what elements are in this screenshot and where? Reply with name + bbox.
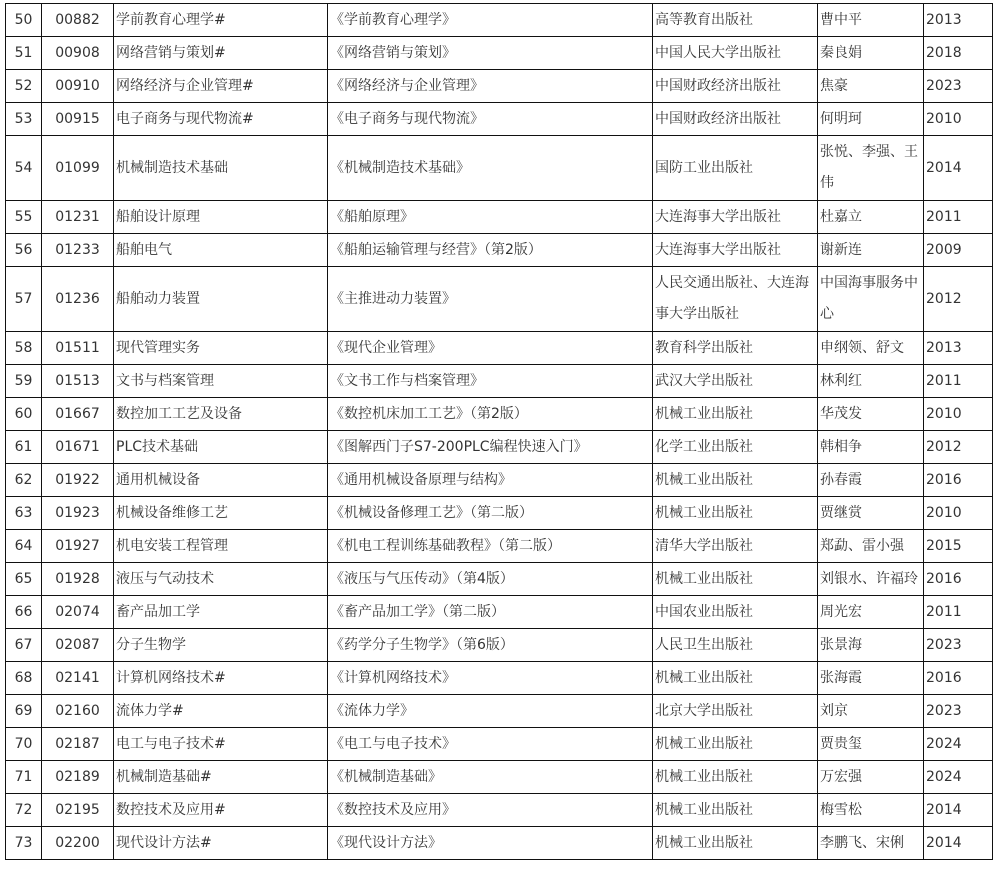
year-cell: 2014 (924, 794, 993, 827)
course-name-cell: 机械设备维修工艺 (114, 497, 328, 530)
publisher-cell: 化学工业出版社 (653, 431, 818, 464)
course-code-cell: 02141 (42, 662, 114, 695)
course-name-cell: 计算机网络技术# (114, 662, 328, 695)
table-row (6, 398, 993, 431)
year-cell: 2011 (924, 201, 993, 234)
course-name-cell: 液压与气动技术 (114, 563, 328, 596)
textbook-title-cell: 《电子商务与现代物流》 (328, 103, 653, 136)
publisher-cell: 人民交通出版社、大连海事大学出版社 (653, 267, 818, 332)
course-code-cell: 02187 (42, 728, 114, 761)
table-row (6, 201, 993, 234)
row-number-cell: 70 (6, 728, 42, 761)
author-cell: 郑勐、雷小强 (818, 530, 924, 563)
author-cell: 杜嘉立 (818, 201, 924, 234)
publisher-cell: 武汉大学出版社 (653, 365, 818, 398)
course-code-cell: 01511 (42, 332, 114, 365)
textbook-title-cell: 《计算机网络技术》 (328, 662, 653, 695)
year-cell: 2015 (924, 530, 993, 563)
author-cell: 焦豪 (818, 70, 924, 103)
course-code-cell: 01927 (42, 530, 114, 563)
author-cell: 林利红 (818, 365, 924, 398)
year-cell: 2014 (924, 827, 993, 860)
course-name-cell: 通用机械设备 (114, 464, 328, 497)
publisher-cell: 机械工业出版社 (653, 563, 818, 596)
course-code-cell: 01099 (42, 136, 114, 201)
year-cell: 2009 (924, 234, 993, 267)
author-cell: 贾继赏 (818, 497, 924, 530)
table-row (6, 728, 993, 761)
row-number-cell: 73 (6, 827, 42, 860)
author-cell: 刘京 (818, 695, 924, 728)
course-code-cell: 01236 (42, 267, 114, 332)
row-number-cell: 62 (6, 464, 42, 497)
course-name-cell: 机电安装工程管理 (114, 530, 328, 563)
publisher-cell: 中国人民大学出版社 (653, 37, 818, 70)
publisher-cell: 国防工业出版社 (653, 136, 818, 201)
table-row (6, 695, 993, 728)
course-name-cell: 船舶设计原理 (114, 201, 328, 234)
row-number-cell: 60 (6, 398, 42, 431)
course-code-cell: 01233 (42, 234, 114, 267)
textbook-title-cell: 《船舶运输管理与经营》（第2版） (328, 234, 653, 267)
year-cell: 2011 (924, 596, 993, 629)
course-name-cell: 船舶电气 (114, 234, 328, 267)
row-number-cell: 61 (6, 431, 42, 464)
course-name-cell: 学前教育心理学# (114, 4, 328, 37)
course-code-cell: 02189 (42, 761, 114, 794)
publisher-cell: 中国财政经济出版社 (653, 103, 818, 136)
table-row (6, 136, 993, 201)
textbook-title-cell: 《文书工作与档案管理》 (328, 365, 653, 398)
author-cell: 梅雪松 (818, 794, 924, 827)
year-cell: 2013 (924, 4, 993, 37)
author-cell: 秦良娟 (818, 37, 924, 70)
table-row (6, 365, 993, 398)
row-number-cell: 53 (6, 103, 42, 136)
table-row (6, 70, 993, 103)
table-row (6, 563, 993, 596)
course-code-cell: 01928 (42, 563, 114, 596)
row-number-cell: 55 (6, 201, 42, 234)
year-cell: 2016 (924, 464, 993, 497)
textbook-title-cell: 《图解西门子S7-200PLC编程快速入门》 (328, 431, 653, 464)
course-code-cell: 00908 (42, 37, 114, 70)
textbook-title-cell: 《学前教育心理学》 (328, 4, 653, 37)
course-name-cell: 现代管理实务 (114, 332, 328, 365)
author-cell: 华茂发 (818, 398, 924, 431)
publisher-cell: 中国农业出版社 (653, 596, 818, 629)
table-row (6, 267, 993, 332)
course-name-cell: 分子生物学 (114, 629, 328, 662)
table-row (6, 827, 993, 860)
course-code-cell: 02160 (42, 695, 114, 728)
table-row (6, 332, 993, 365)
publisher-cell: 人民卫生出版社 (653, 629, 818, 662)
author-cell: 万宏强 (818, 761, 924, 794)
row-number-cell: 63 (6, 497, 42, 530)
row-number-cell: 68 (6, 662, 42, 695)
table-row (6, 629, 993, 662)
textbook-title-cell: 《机械设备修理工艺》（第二版） (328, 497, 653, 530)
publisher-cell: 大连海事大学出版社 (653, 234, 818, 267)
author-cell: 孙春霞 (818, 464, 924, 497)
textbook-title-cell: 《电工与电子技术》 (328, 728, 653, 761)
year-cell: 2016 (924, 662, 993, 695)
row-number-cell: 59 (6, 365, 42, 398)
textbook-title-cell: 《液压与气压传动》（第4版） (328, 563, 653, 596)
table-row (6, 662, 993, 695)
textbook-table (5, 3, 993, 860)
row-number-cell: 57 (6, 267, 42, 332)
author-cell: 贾贵玺 (818, 728, 924, 761)
year-cell: 2016 (924, 563, 993, 596)
textbook-title-cell: 《数控机床加工工艺》（第2版） (328, 398, 653, 431)
course-code-cell: 02074 (42, 596, 114, 629)
row-number-cell: 50 (6, 4, 42, 37)
row-number-cell: 56 (6, 234, 42, 267)
row-number-cell: 65 (6, 563, 42, 596)
publisher-cell: 机械工业出版社 (653, 662, 818, 695)
author-cell: 李鹏飞、宋俐 (818, 827, 924, 860)
course-name-cell: 电工与电子技术# (114, 728, 328, 761)
publisher-cell: 清华大学出版社 (653, 530, 818, 563)
table-body (6, 4, 993, 860)
author-cell: 申纲领、舒文 (818, 332, 924, 365)
row-number-cell: 69 (6, 695, 42, 728)
textbook-title-cell: 《通用机械设备原理与结构》 (328, 464, 653, 497)
row-number-cell: 52 (6, 70, 42, 103)
table-row (6, 596, 993, 629)
course-name-cell: 数控加工工艺及设备 (114, 398, 328, 431)
publisher-cell: 机械工业出版社 (653, 464, 818, 497)
course-name-cell: 船舶动力装置 (114, 267, 328, 332)
table-row (6, 464, 993, 497)
year-cell: 2014 (924, 136, 993, 201)
author-cell: 周光宏 (818, 596, 924, 629)
course-code-cell: 01923 (42, 497, 114, 530)
course-code-cell: 01231 (42, 201, 114, 234)
publisher-cell: 机械工业出版社 (653, 761, 818, 794)
course-code-cell: 00915 (42, 103, 114, 136)
textbook-title-cell: 《现代企业管理》 (328, 332, 653, 365)
row-number-cell: 64 (6, 530, 42, 563)
publisher-cell: 机械工业出版社 (653, 827, 818, 860)
textbook-title-cell: 《机械制造技术基础》 (328, 136, 653, 201)
author-cell: 张海霞 (818, 662, 924, 695)
textbook-title-cell: 《机电工程训练基础教程》（第二版） (328, 530, 653, 563)
author-cell: 何明珂 (818, 103, 924, 136)
author-cell: 韩相争 (818, 431, 924, 464)
table-row (6, 761, 993, 794)
course-code-cell: 01922 (42, 464, 114, 497)
publisher-cell: 机械工业出版社 (653, 728, 818, 761)
year-cell: 2011 (924, 365, 993, 398)
author-cell: 曹中平 (818, 4, 924, 37)
table-row (6, 103, 993, 136)
year-cell: 2010 (924, 103, 993, 136)
table-row (6, 4, 993, 37)
publisher-cell: 中国财政经济出版社 (653, 70, 818, 103)
course-code-cell: 02087 (42, 629, 114, 662)
textbook-title-cell: 《药学分子生物学》（第6版） (328, 629, 653, 662)
course-name-cell: PLC技术基础 (114, 431, 328, 464)
course-code-cell: 01671 (42, 431, 114, 464)
year-cell: 2024 (924, 761, 993, 794)
textbook-title-cell: 《主推进动力装置》 (328, 267, 653, 332)
table-row (6, 234, 993, 267)
table-row (6, 497, 993, 530)
year-cell: 2023 (924, 70, 993, 103)
table-row (6, 37, 993, 70)
row-number-cell: 51 (6, 37, 42, 70)
year-cell: 2010 (924, 497, 993, 530)
course-code-cell: 02195 (42, 794, 114, 827)
publisher-cell: 机械工业出版社 (653, 794, 818, 827)
course-name-cell: 电子商务与现代物流# (114, 103, 328, 136)
table-row (6, 530, 993, 563)
table-row (6, 431, 993, 464)
author-cell: 中国海事服务中心 (818, 267, 924, 332)
course-name-cell: 网络营销与策划# (114, 37, 328, 70)
textbook-title-cell: 《数控技术及应用》 (328, 794, 653, 827)
year-cell: 2023 (924, 695, 993, 728)
author-cell: 刘银水、许福玲 (818, 563, 924, 596)
author-cell: 张景海 (818, 629, 924, 662)
author-cell: 谢新连 (818, 234, 924, 267)
publisher-cell: 机械工业出版社 (653, 398, 818, 431)
course-name-cell: 机械制造技术基础 (114, 136, 328, 201)
course-code-cell: 00910 (42, 70, 114, 103)
year-cell: 2010 (924, 398, 993, 431)
year-cell: 2012 (924, 431, 993, 464)
publisher-cell: 大连海事大学出版社 (653, 201, 818, 234)
year-cell: 2018 (924, 37, 993, 70)
publisher-cell: 北京大学出版社 (653, 695, 818, 728)
course-code-cell: 01513 (42, 365, 114, 398)
textbook-title-cell: 《网络营销与策划》 (328, 37, 653, 70)
course-code-cell: 01667 (42, 398, 114, 431)
course-name-cell: 机械制造基础# (114, 761, 328, 794)
year-cell: 2024 (924, 728, 993, 761)
course-name-cell: 现代设计方法# (114, 827, 328, 860)
textbook-title-cell: 《船舶原理》 (328, 201, 653, 234)
table-row (6, 794, 993, 827)
publisher-cell: 教育科学出版社 (653, 332, 818, 365)
row-number-cell: 66 (6, 596, 42, 629)
textbook-title-cell: 《机械制造基础》 (328, 761, 653, 794)
course-code-cell: 02200 (42, 827, 114, 860)
row-number-cell: 58 (6, 332, 42, 365)
publisher-cell: 高等教育出版社 (653, 4, 818, 37)
course-name-cell: 网络经济与企业管理# (114, 70, 328, 103)
textbook-title-cell: 《网络经济与企业管理》 (328, 70, 653, 103)
row-number-cell: 72 (6, 794, 42, 827)
row-number-cell: 54 (6, 136, 42, 201)
course-name-cell: 数控技术及应用# (114, 794, 328, 827)
year-cell: 2012 (924, 267, 993, 332)
year-cell: 2013 (924, 332, 993, 365)
course-name-cell: 文书与档案管理 (114, 365, 328, 398)
row-number-cell: 71 (6, 761, 42, 794)
publisher-cell: 机械工业出版社 (653, 497, 818, 530)
year-cell: 2023 (924, 629, 993, 662)
textbook-title-cell: 《现代设计方法》 (328, 827, 653, 860)
textbook-title-cell: 《流体力学》 (328, 695, 653, 728)
course-name-cell: 流体力学# (114, 695, 328, 728)
course-name-cell: 畜产品加工学 (114, 596, 328, 629)
author-cell: 张悦、李强、王伟 (818, 136, 924, 201)
row-number-cell: 67 (6, 629, 42, 662)
textbook-title-cell: 《畜产品加工学》（第二版） (328, 596, 653, 629)
course-code-cell: 00882 (42, 4, 114, 37)
